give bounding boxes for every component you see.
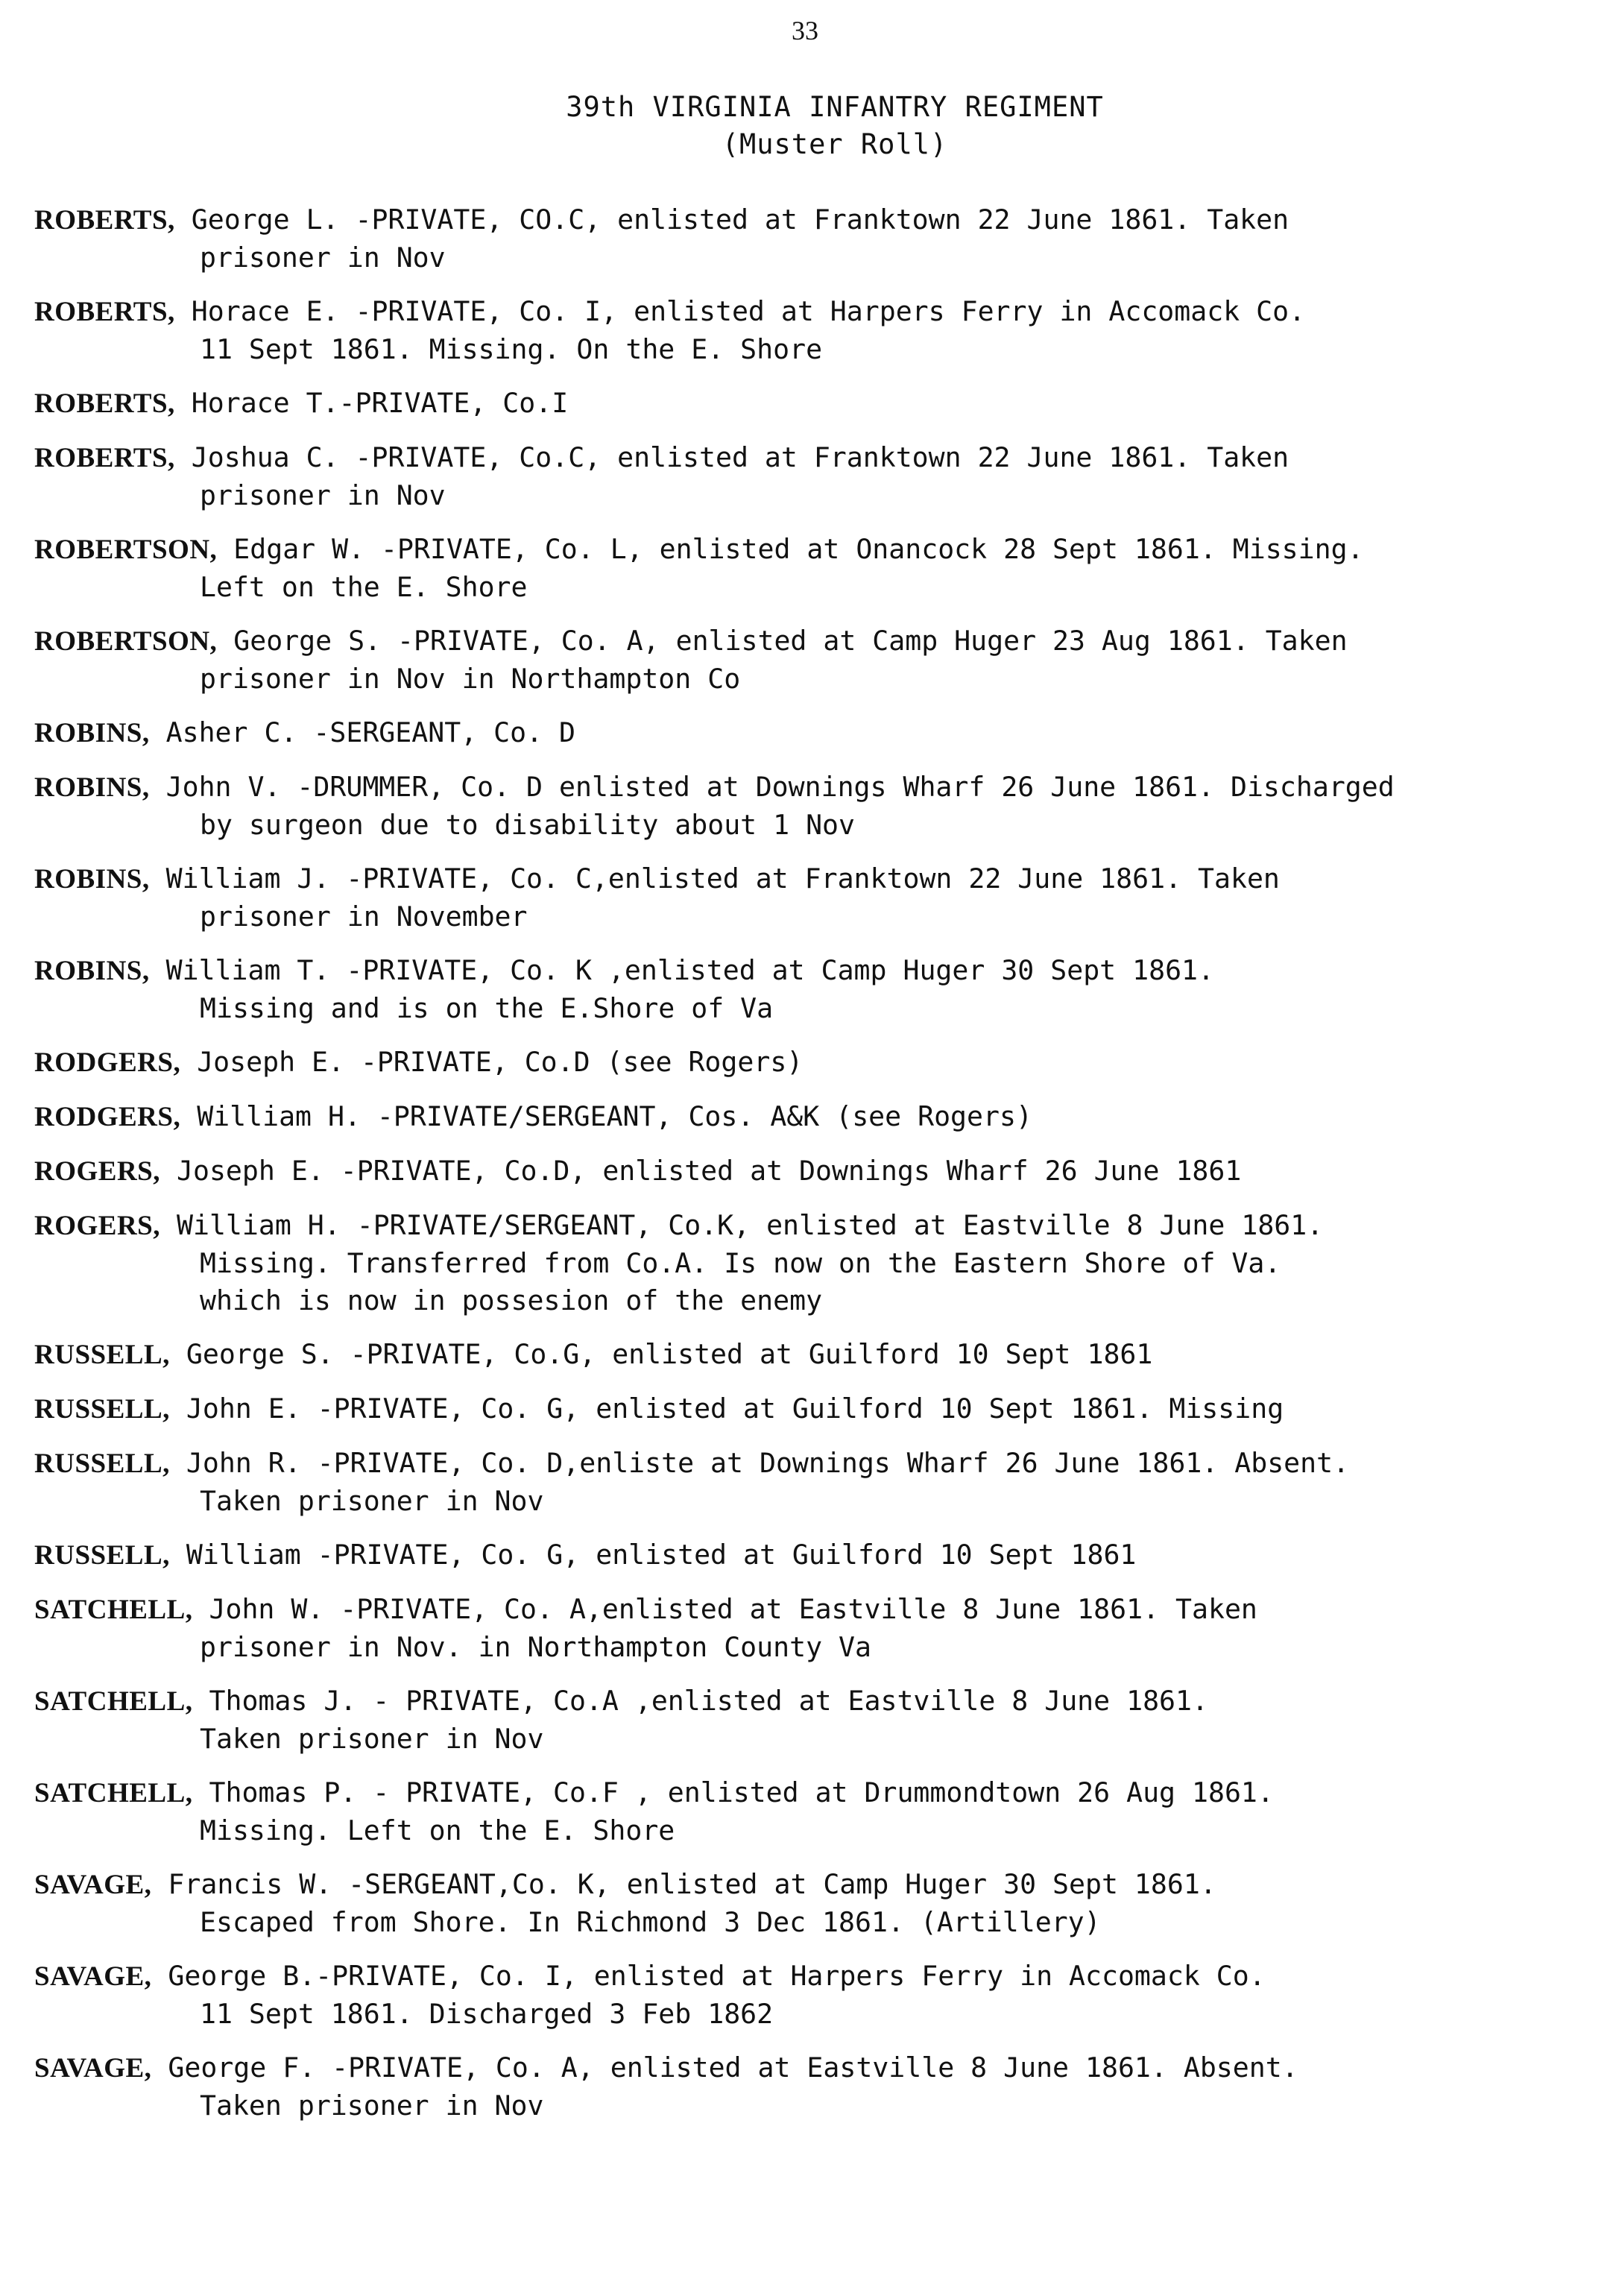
entry-continuation-line: prisoner in November	[200, 901, 528, 933]
list-item	[34, 952, 1592, 1027]
entry-surname: SATCHELL,	[34, 1778, 193, 1808]
entry-text: Horace T.-PRIVATE, Co.I	[174, 387, 569, 419]
list-item	[34, 860, 1592, 936]
entry-surname: RUSSELL,	[34, 1448, 170, 1479]
entry-text: John V. -DRUMMER, Co. D enlisted at Downings Wharf 26 June 1861. Discharged	[149, 771, 1395, 803]
entry-text: Horace E. -PRIVATE, Co. I, enlisted at Harpers Ferry in Accomack Co.	[174, 295, 1306, 327]
list-item	[34, 1536, 1592, 1574]
entry-first-line	[34, 1152, 1592, 1190]
entry-continuation-line: prisoner in Nov	[200, 242, 446, 274]
entry-text: Thomas J. - PRIVATE, Co.A ,enlisted at Eastville 8 June 1861.	[192, 1685, 1208, 1717]
entry-surname: SAVAGE,	[34, 1870, 152, 1900]
list-item	[34, 201, 1592, 277]
entry-first-line	[34, 1866, 1592, 1904]
entry-surname: RUSSELL,	[34, 1340, 170, 1370]
entry-surname: ROBINS,	[34, 864, 150, 895]
entry-continuation-line: prisoner in Nov. in Northampton County Va	[200, 1631, 871, 1663]
list-item	[34, 1207, 1592, 1319]
entry-text: William H. -PRIVATE/SERGEANT, Cos. A&K (see Rogers)	[180, 1100, 1032, 1132]
page-subtitle: (Muster Roll)	[722, 128, 948, 160]
entry-first-line	[34, 952, 1592, 990]
entry-continuation-line: 11 Sept 1861. Discharged 3 Feb 1862	[200, 1998, 774, 2030]
list-item	[34, 622, 1592, 698]
entry-text: William H. -PRIVATE/SERGEANT, Co.K, enlisted at Eastville 8 June 1861.	[160, 1209, 1324, 1241]
entry-continuation-line: Missing. Transferred from Co.A. Is now on the Eastern Shore of Va.	[200, 1247, 1281, 1279]
list-item	[34, 1044, 1592, 1082]
entry-continuation-line: Missing. Left on the E. Shore	[200, 1814, 675, 1846]
list-item	[34, 385, 1592, 423]
entry-text: Thomas P. - PRIVATE, Co.F , enlisted at Drummondtown 26 Aug 1861.	[192, 1776, 1274, 1808]
entry-first-line	[34, 1098, 1592, 1136]
list-item	[34, 1390, 1592, 1428]
entry-first-line	[34, 1207, 1592, 1245]
list-item	[34, 1774, 1592, 1849]
entry-surname: ROBINS,	[34, 718, 150, 748]
entry-continuation-line: by surgeon due to disability about 1 Nov	[200, 809, 855, 841]
entry-continuation-line: which is now in possesion of the enemy	[200, 1284, 823, 1316]
entry-surname: ROBERTS,	[34, 443, 175, 473]
list-item	[34, 769, 1592, 844]
list-item	[34, 1098, 1592, 1136]
entry-text: Joseph E. -PRIVATE, Co.D, enlisted at Downings Wharf 26 June 1861	[160, 1155, 1242, 1187]
entry-first-line	[34, 385, 1592, 423]
list-item	[34, 1445, 1592, 1520]
entry-first-line	[34, 1044, 1592, 1082]
list-item	[34, 531, 1592, 606]
entry-continuation-line: Missing and is on the E.Shore of Va	[200, 992, 774, 1024]
list-item	[34, 714, 1592, 752]
entry-text: John E. -PRIVATE, Co. G, enlisted at Guilford 10 Sept 1861. Missing	[169, 1393, 1284, 1425]
entry-surname: RODGERS,	[34, 1102, 181, 1132]
list-item	[34, 1591, 1592, 1666]
entry-text: George S. -PRIVATE, Co.G, enlisted at Guilford 10 Sept 1861	[169, 1338, 1153, 1370]
entry-continuation-line: Escaped from Shore. In Richmond 3 Dec 1861. (Artillery)	[200, 1906, 1101, 1938]
entry-first-line	[34, 1336, 1592, 1374]
entry-first-line	[34, 439, 1592, 477]
entry-text: William -PRIVATE, Co. G, enlisted at Guilford 10 Sept 1861	[169, 1539, 1137, 1571]
entry-surname: SATCHELL,	[34, 1686, 193, 1717]
entry-first-line	[34, 201, 1592, 239]
entry-continuation-line: Taken prisoner in Nov	[200, 1723, 544, 1755]
entry-text: George S. -PRIVATE, Co. A, enlisted at Camp Huger 23 Aug 1861. Taken	[217, 625, 1348, 657]
list-item	[34, 439, 1592, 514]
entry-first-line	[34, 860, 1592, 898]
list-item	[34, 1682, 1592, 1758]
entry-first-line	[34, 714, 1592, 752]
entry-text: Joshua C. -PRIVATE, Co.C, enlisted at Franktown 22 June 1861. Taken	[174, 441, 1289, 473]
entry-text: George L. -PRIVATE, CO.C, enlisted at Franktown 22 June 1861. Taken	[174, 204, 1289, 236]
entry-text: Asher C. -SERGEANT, Co. D	[149, 716, 575, 748]
entry-first-line	[34, 1390, 1592, 1428]
entry-surname: RUSSELL,	[34, 1394, 170, 1425]
entry-first-line	[34, 1774, 1592, 1812]
entry-surname: SAVAGE,	[34, 1961, 152, 1992]
entry-continuation-line: Taken prisoner in Nov	[200, 2090, 544, 2122]
entry-surname: RUSSELL,	[34, 1540, 170, 1571]
entry-surname: ROBERTS,	[34, 205, 175, 236]
entry-surname: ROBERTSON,	[34, 534, 218, 565]
muster-roll-list	[34, 201, 1592, 2141]
entry-continuation-line: Taken prisoner in Nov	[200, 1485, 544, 1517]
entry-text: Edgar W. -PRIVATE, Co. L, enlisted at Onancock 28 Sept 1861. Missing.	[217, 533, 1364, 565]
entry-continuation-line: 11 Sept 1861. Missing. On the E. Shore	[200, 333, 823, 365]
entry-first-line	[34, 769, 1592, 807]
entry-surname: ROGERS,	[34, 1211, 161, 1241]
entry-first-line	[34, 1536, 1592, 1574]
entry-first-line	[34, 1958, 1592, 1996]
list-item	[34, 1866, 1592, 1941]
entry-first-line	[34, 2049, 1592, 2087]
entry-text: William T. -PRIVATE, Co. K ,enlisted at Camp Huger 30 Sept 1861.	[149, 954, 1215, 986]
entry-text: George B.-PRIVATE, Co. I, enlisted at Harpers Ferry in Accomack Co.	[151, 1960, 1266, 1992]
entry-first-line	[34, 293, 1592, 331]
list-item	[34, 293, 1592, 368]
entry-first-line	[34, 531, 1592, 569]
entry-first-line	[34, 1591, 1592, 1629]
entry-text: Joseph E. -PRIVATE, Co.D (see Rogers)	[180, 1046, 804, 1078]
entry-surname: SATCHELL,	[34, 1595, 193, 1625]
entry-surname: ROBINS,	[34, 772, 150, 803]
entry-surname: ROBERTS,	[34, 388, 175, 419]
entry-text: John W. -PRIVATE, Co. A,enlisted at Eastville 8 June 1861. Taken	[192, 1593, 1257, 1625]
entry-first-line	[34, 622, 1592, 660]
list-item	[34, 1958, 1592, 2033]
entry-continuation-line: Left on the E. Shore	[200, 571, 528, 603]
entry-surname: ROBERTS,	[34, 297, 175, 327]
entry-surname: ROGERS,	[34, 1156, 161, 1187]
entry-text: William J. -PRIVATE, Co. C,enlisted at Franktown 22 June 1861. Taken	[149, 862, 1280, 895]
list-item	[34, 1152, 1592, 1190]
list-item	[34, 2049, 1592, 2125]
entry-text: Francis W. -SERGEANT,Co. K, enlisted at Camp Huger 30 Sept 1861.	[151, 1868, 1216, 1900]
entry-continuation-line: prisoner in Nov in Northampton Co	[200, 663, 741, 695]
entry-continuation-line: prisoner in Nov	[200, 479, 446, 511]
entry-text: George F. -PRIVATE, Co. A, enlisted at Eastville 8 June 1861. Absent.	[151, 2051, 1298, 2084]
page-title: 39th VIRGINIA INFANTRY REGIMENT	[566, 91, 1104, 123]
entry-first-line	[34, 1682, 1592, 1721]
entry-surname: ROBINS,	[34, 956, 150, 986]
list-item	[34, 1336, 1592, 1374]
entry-first-line	[34, 1445, 1592, 1483]
entry-surname: SAVAGE,	[34, 2053, 152, 2084]
entry-surname: ROBERTSON,	[34, 626, 218, 657]
page-number: 33	[792, 16, 818, 45]
entry-surname: RODGERS,	[34, 1047, 181, 1078]
entry-text: John R. -PRIVATE, Co. D,enliste at Downings Wharf 26 June 1861. Absent.	[169, 1447, 1350, 1479]
